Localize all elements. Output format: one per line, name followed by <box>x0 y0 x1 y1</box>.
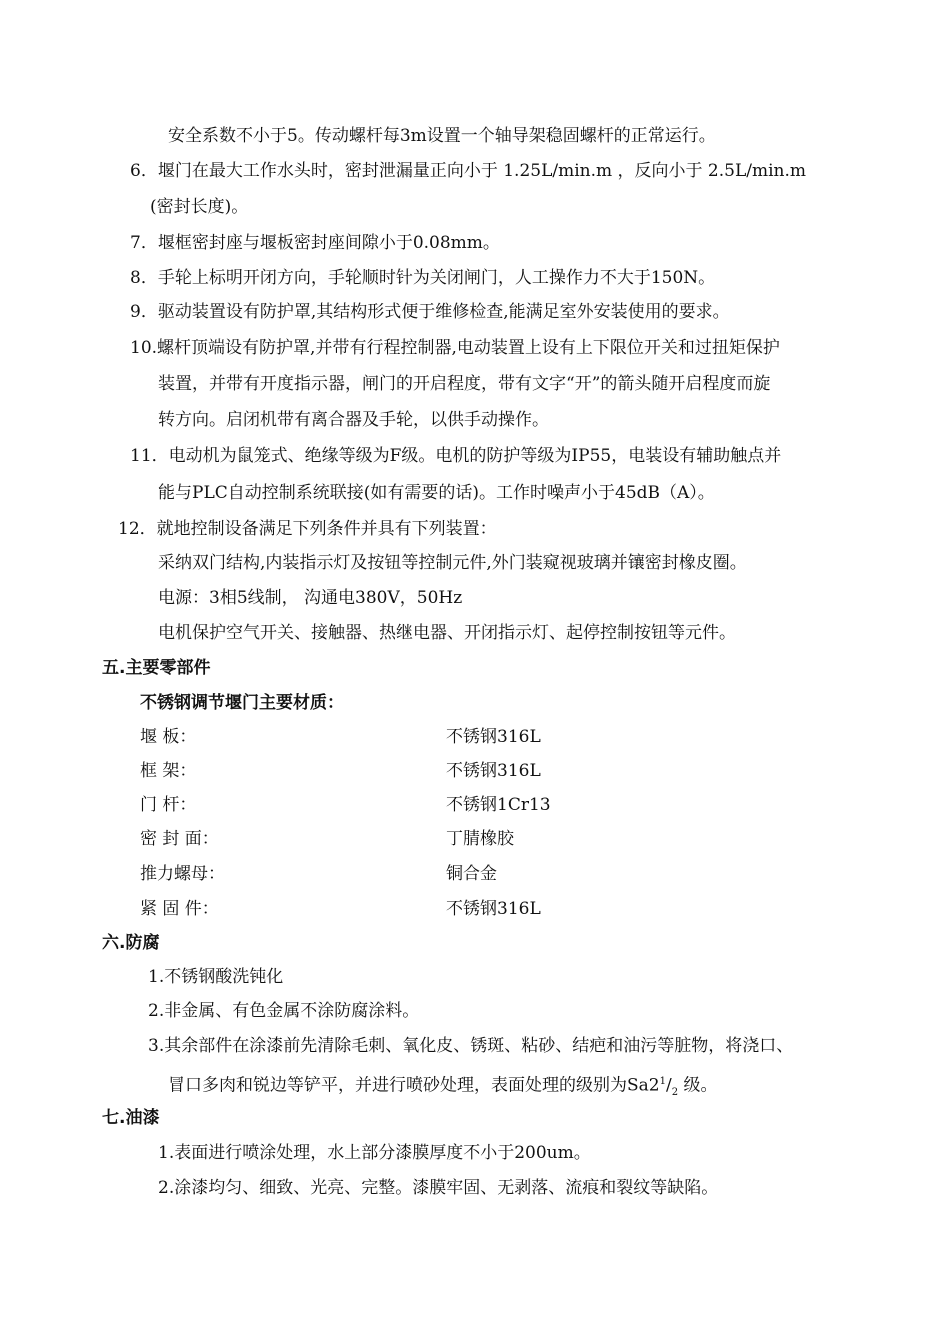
superscript: 1 <box>659 1076 666 1087</box>
list-item-12: 12．就地控制设备满足下列条件并具有下列装置： <box>118 519 497 539</box>
material-value: 不锈钢316L <box>446 899 541 919</box>
material-name: 推力螺母： <box>140 864 225 884</box>
list-item-11-cont: 能与PLC自动控制系统联接(如有需要的话)。工作时噪声小于45dB（A）。 <box>158 483 715 503</box>
list-item: 2.涂漆均匀、细致、光亮、完整。漆膜牢固、无剥落、流痕和裂纹等缺陷。 <box>158 1178 719 1198</box>
material-value: 不锈钢1Cr13 <box>446 795 551 815</box>
section-heading: 七.油漆 <box>102 1108 160 1128</box>
section-subheading: 不锈钢调节堰门主要材质： <box>140 693 344 713</box>
list-item-12-cont: 电源：3相5线制， 沟通电380V，50Hz <box>158 588 463 608</box>
list-item: 2.非金属、有色金属不涂防腐涂料。 <box>148 1001 420 1021</box>
list-item-12-cont: 采纳双门结构,内装指示灯及按钮等控制元件,外门装窥视玻璃并镶密封橡皮圈。 <box>158 553 747 573</box>
list-item-6-cont: (密封长度)。 <box>150 197 249 217</box>
material-value: 不锈钢316L <box>446 761 541 781</box>
material-name: 堰 板： <box>140 727 197 747</box>
list-item-cont <box>168 1070 718 1105</box>
material-value: 铜合金 <box>446 864 497 884</box>
list-item-10-cont: 转方向。启闭机带有离合器及手轮，以供手动操作。 <box>158 410 549 430</box>
fraction-slash: / <box>665 1075 672 1096</box>
list-item-12-cont: 电机保护空气开关、接触器、热继电器、开闭指示灯、起停控制按钮等元件。 <box>158 623 736 643</box>
list-item-10: 10.螺杆顶端设有防护罩,并带有行程控制器,电动装置上设有上下限位开关和过扭矩保护 <box>130 338 780 358</box>
paragraph-line: 安全系数不小于5。传动螺杆每3m设置一个轴导架稳固螺杆的正常运行。 <box>168 126 716 146</box>
material-value: 丁腈橡胶 <box>446 829 514 849</box>
list-item-10-cont: 装置，并带有开度指示器，闸门的开启程度，带有文字“开”的箭头随开启程度而旋 <box>158 374 771 394</box>
section-heading: 五.主要零部件 <box>102 658 211 678</box>
material-name: 框 架： <box>140 761 197 781</box>
material-value: 不锈钢316L <box>446 727 541 747</box>
list-item: 3.其余部件在涂漆前先清除毛刺、氧化皮、锈斑、粘砂、结疤和油污等脏物，将浇口、 <box>148 1036 794 1056</box>
list-item-11: 11．电动机为鼠笼式、绝缘等级为F级。电机的防护等级为IP55，电装设有辅助触点并 <box>130 446 782 466</box>
list-item: 1.不锈钢酸洗钝化 <box>148 967 284 987</box>
list-item: 1.表面进行喷涂处理，水上部分漆膜厚度不小于200um。 <box>158 1143 591 1163</box>
section-heading: 六.防腐 <box>102 933 160 953</box>
list-item-9: 9．驱动装置设有防护罩,其结构形式便于维修检查,能满足室外安装使用的要求。 <box>130 302 730 322</box>
list-item-7: 7．堰框密封座与堰板密封座间隙小于0.08mm。 <box>130 233 500 253</box>
list-item-6: 6．堰门在最大工作水头时，密封泄漏量正向小于 1.25L/min.m ，反向小于 2.5L/min.m <box>130 161 807 181</box>
material-name: 门 杆： <box>140 795 197 815</box>
subscript: 2 <box>671 1087 679 1099</box>
material-name: 紧 固 件： <box>140 899 219 919</box>
text-run: 冒口多肉和锐边等铲平，并进行喷砂处理，表面处理的级别为Sa2 <box>168 1075 660 1096</box>
material-name: 密 封 面： <box>140 829 219 849</box>
text-run: 级。 <box>678 1075 718 1096</box>
list-item-8: 8．手轮上标明开闭方向，手轮顺时针为关闭闸门，人工操作力不大于150N。 <box>130 268 716 288</box>
